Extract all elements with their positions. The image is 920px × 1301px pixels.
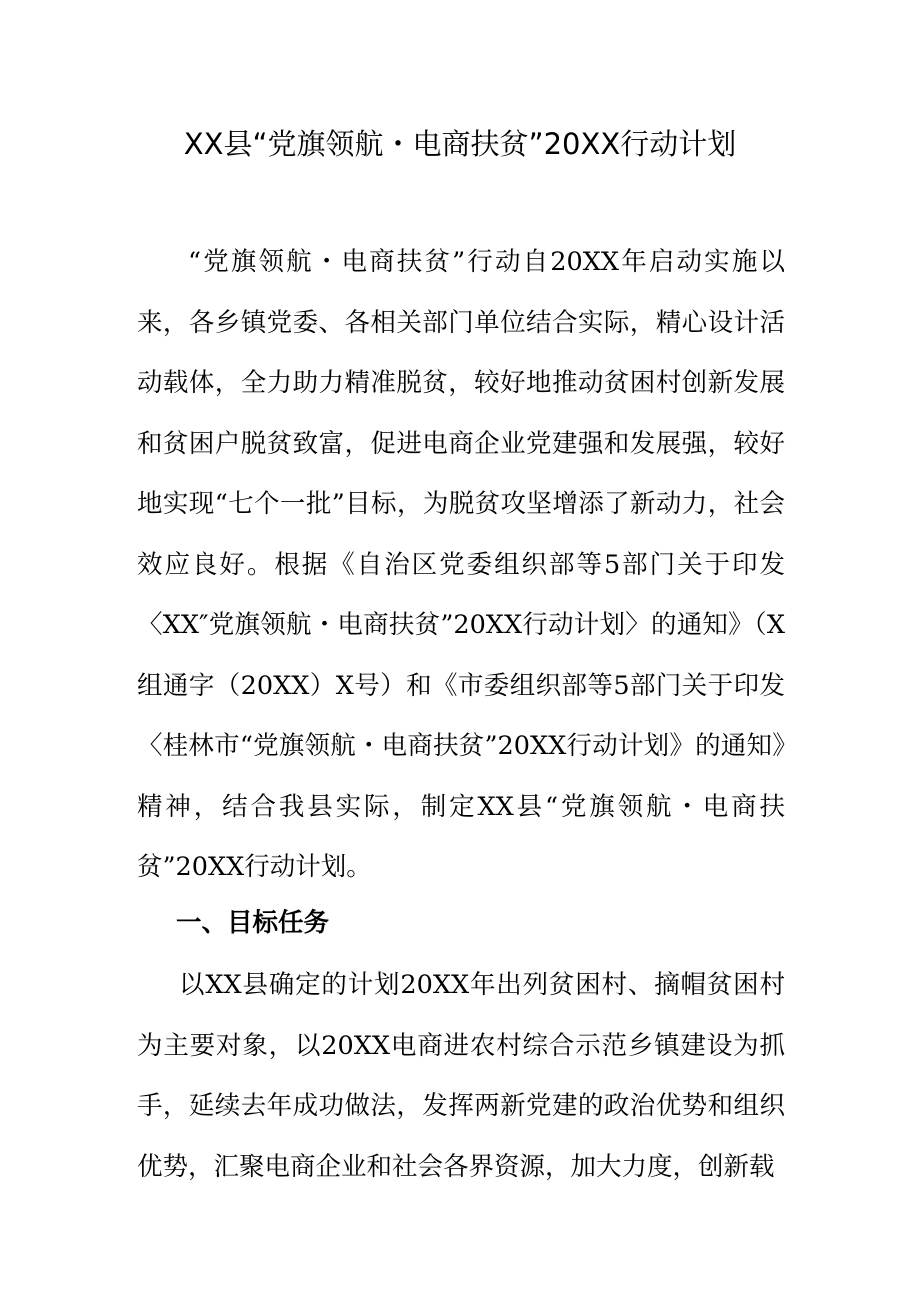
document-title: XX县“党旗领航・电商扶贫”20XX行动计划: [183, 127, 737, 161]
section-heading-goals: 一、目标任务: [176, 908, 330, 938]
intro-paragraph: “党旗领航・电商扶贫”行动自20XX年启动实施以来，各乡镇党委、各相关部门单位结合实际，精心设计活动载体，全力助力精准脱贫，较好地推动贫困村创新发展和贫困户脱贫致富，促进电商企业党建强和发展强，较好地实现“七个一批”目标，为脱贫攻坚增添了新动力，社会效应良好。根据《自治区党委组织部等5部门关于印发〈XX″党旗领航・电商扶贫”20XX行动计划〉的通知》（X组通字（20XX）X号）和《市委组织部等5部门关于印发〈桂林市“党旗领航・电商扶贫”20XX行动计划》的通知》精神，结合我县实际，制定XX县“党旗领航・电商扶贫”20XX行动计划。: [137, 247, 785, 882]
goals-paragraph: 以XX县确定的计划20XX年出列贫困村、摘帽贫困村为主要对象，以20XX电商进农村综合示范乡镇建设为抓手，延续去年成功做法，发挥两新党建的政治优势和组织优势，汇聚电商企业和社会各界资源，加大力度，创新载: [137, 970, 785, 1182]
